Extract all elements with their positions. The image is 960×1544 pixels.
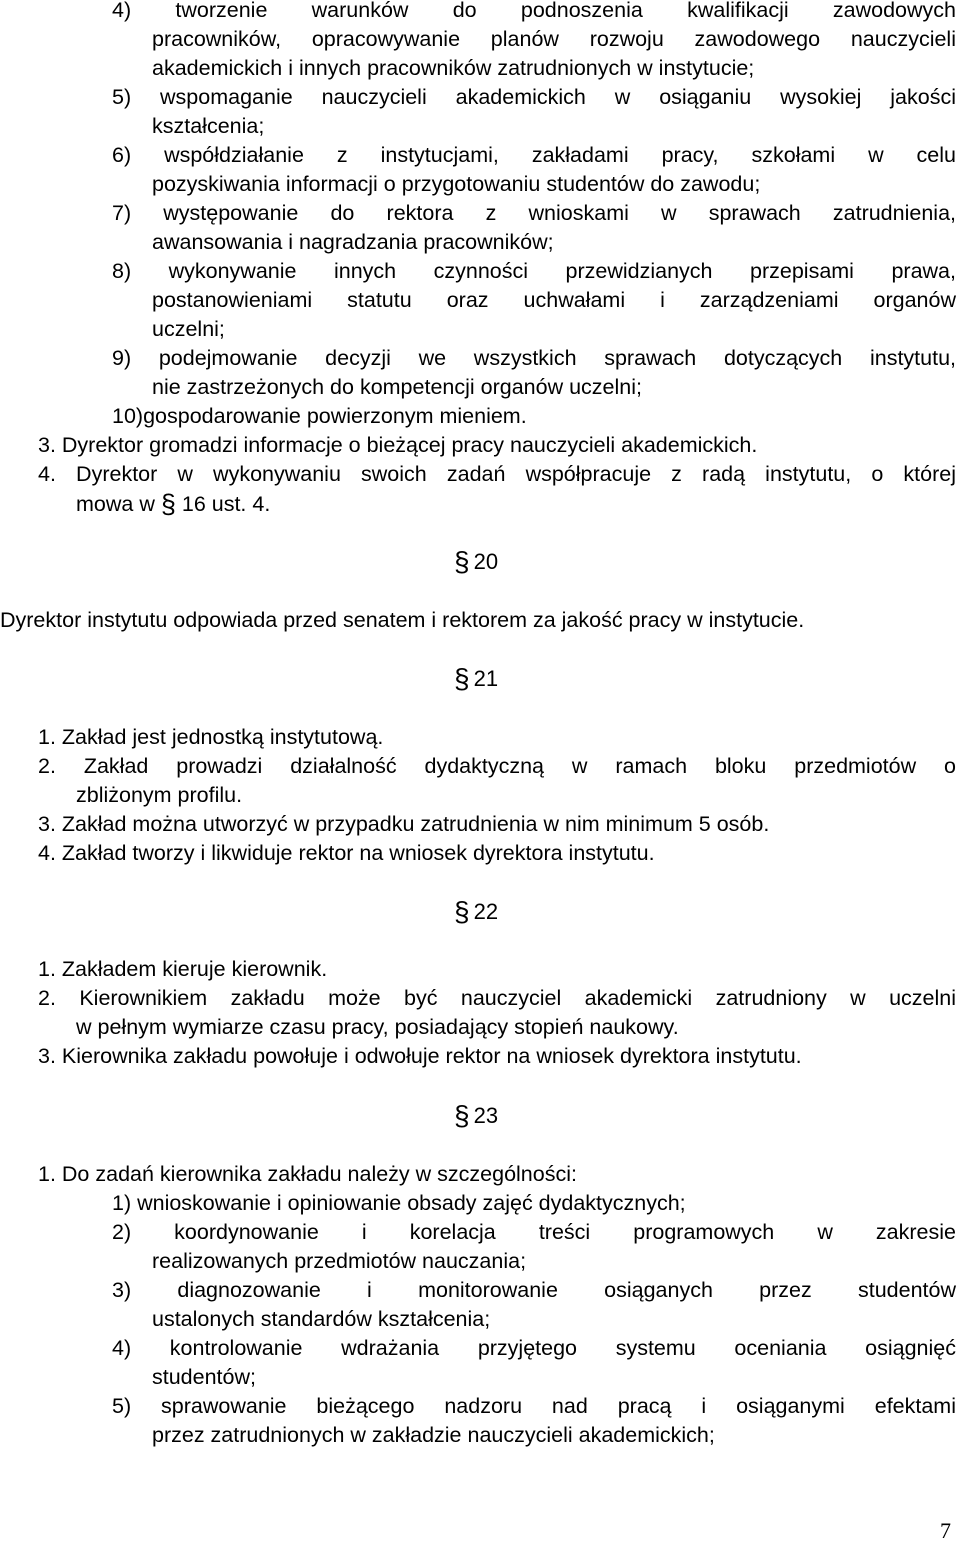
text-line: 5) sprawowanie bieżącego nadzoru nad pracą i osiąganymi efektami: [112, 1394, 956, 1418]
text-line: realizowanych przedmiotów nauczania;: [152, 1249, 527, 1273]
section-symbol-icon: §: [454, 546, 470, 577]
text-line: w pełnym wymiarze czasu pracy, posiadający stopień naukowy.: [76, 1015, 679, 1039]
text-line: 4) kontrolowanie wdrażania przyjętego systemu oceniania osiągnięć: [112, 1336, 956, 1360]
section-symbol-icon: §: [454, 1100, 470, 1131]
text-line: postanowieniami statutu oraz uchwałami i zarządzeniami organów: [152, 288, 956, 312]
text-line: kształcenia;: [152, 114, 265, 138]
text-line: [76, 490, 270, 519]
text-line: 1. Do zadań kierownika zakładu należy w szczególności:: [38, 1162, 577, 1186]
text-line: 4. Dyrektor w wykonywaniu swoich zadań współpracuje z radą instytutu, o której: [38, 462, 956, 486]
text-line: 8) wykonywanie innych czynności przewidzianych przepisami prawa,: [112, 259, 956, 283]
section-symbol-icon: §: [454, 896, 470, 927]
section-number: 23: [473, 1103, 499, 1128]
text-line: 6) współdziałanie z instytucjami, zakładami pracy, szkołami w celu: [112, 143, 956, 167]
text-line: awansowania i nagradzania pracowników;: [152, 230, 554, 254]
text-line: 7) występowanie do rektora z wnioskami w sprawach zatrudnienia,: [112, 201, 956, 225]
text-line: pracowników, opracowywanie planów rozwoju zawodowego nauczycieli: [152, 27, 956, 51]
text-line: 1. Zakład jest jednostką instytutową.: [38, 725, 384, 749]
text-fragment: mowa w: [76, 492, 155, 516]
text-line: akademickich i innych pracowników zatrudnionych w instytucie;: [152, 56, 755, 80]
text-line: 4. Zakład tworzy i likwiduje rektor na wniosek dyrektora instytutu.: [38, 841, 655, 865]
section-heading-20: [454, 547, 498, 576]
section-symbol-icon: §: [160, 489, 176, 519]
text-line: studentów;: [152, 1365, 256, 1389]
section-heading-23: [454, 1101, 498, 1130]
text-line: 3. Zakład można utworzyć w przypadku zatrudnienia w nim minimum 5 osób.: [38, 812, 770, 836]
text-line: 2. Zakład prowadzi działalność dydaktyczną w ramach bloku przedmiotów o: [38, 754, 956, 778]
section-number: 21: [473, 666, 499, 691]
text-line: 5) wspomaganie nauczycieli akademickich w osiąganiu wysokiej jakości: [112, 85, 956, 109]
text-line: nie zastrzeżonych do kompetencji organów uczelni;: [152, 375, 642, 399]
text-line: 3. Dyrektor gromadzi informacje o bieżącej pracy nauczycieli akademickich.: [38, 433, 758, 457]
section-heading-21: [454, 664, 498, 693]
text-line: ustalonych standardów kształcenia;: [152, 1307, 491, 1331]
section-heading-22: [454, 897, 498, 926]
section-number: 22: [473, 899, 499, 924]
text-line: 3) diagnozowanie i monitorowanie osiąganych przez studentów: [112, 1278, 956, 1302]
text-line: 2) koordynowanie i korelacja treści programowych w zakresie: [112, 1220, 956, 1244]
text-line: 9) podejmowanie decyzji we wszystkich sprawach dotyczących instytutu,: [112, 346, 956, 370]
text-line: 2. Kierownikiem zakładu może być nauczyciel akademicki zatrudniony w uczelni: [38, 986, 956, 1010]
text-line: 1) wnioskowanie i opiniowanie obsady zajęć dydaktycznych;: [112, 1191, 686, 1215]
text-line: Dyrektor instytutu odpowiada przed senatem i rektorem za jakość pracy w instytucie.: [0, 608, 805, 632]
text-line: pozyskiwania informacji o przygotowaniu studentów do zawodu;: [152, 172, 761, 196]
text-line: 1. Zakładem kieruje kierownik.: [38, 957, 328, 981]
text-line: przez zatrudnionych w zakładzie nauczycieli akademickich;: [152, 1423, 715, 1447]
text-line: uczelni;: [152, 317, 225, 341]
text-line: zbliżonym profilu.: [76, 783, 243, 807]
text-line: 4) tworzenie warunków do podnoszenia kwalifikacji zawodowych: [112, 0, 956, 22]
page-number: 7: [940, 1518, 951, 1543]
text-fragment: 16 ust. 4.: [181, 492, 271, 516]
section-symbol-icon: §: [454, 663, 470, 694]
section-number: 20: [473, 549, 499, 574]
text-line: 3. Kierownika zakładu powołuje i odwołuje rektor na wniosek dyrektora instytutu.: [38, 1044, 802, 1068]
text-line: 10)gospodarowanie powierzonym mieniem.: [112, 404, 527, 428]
